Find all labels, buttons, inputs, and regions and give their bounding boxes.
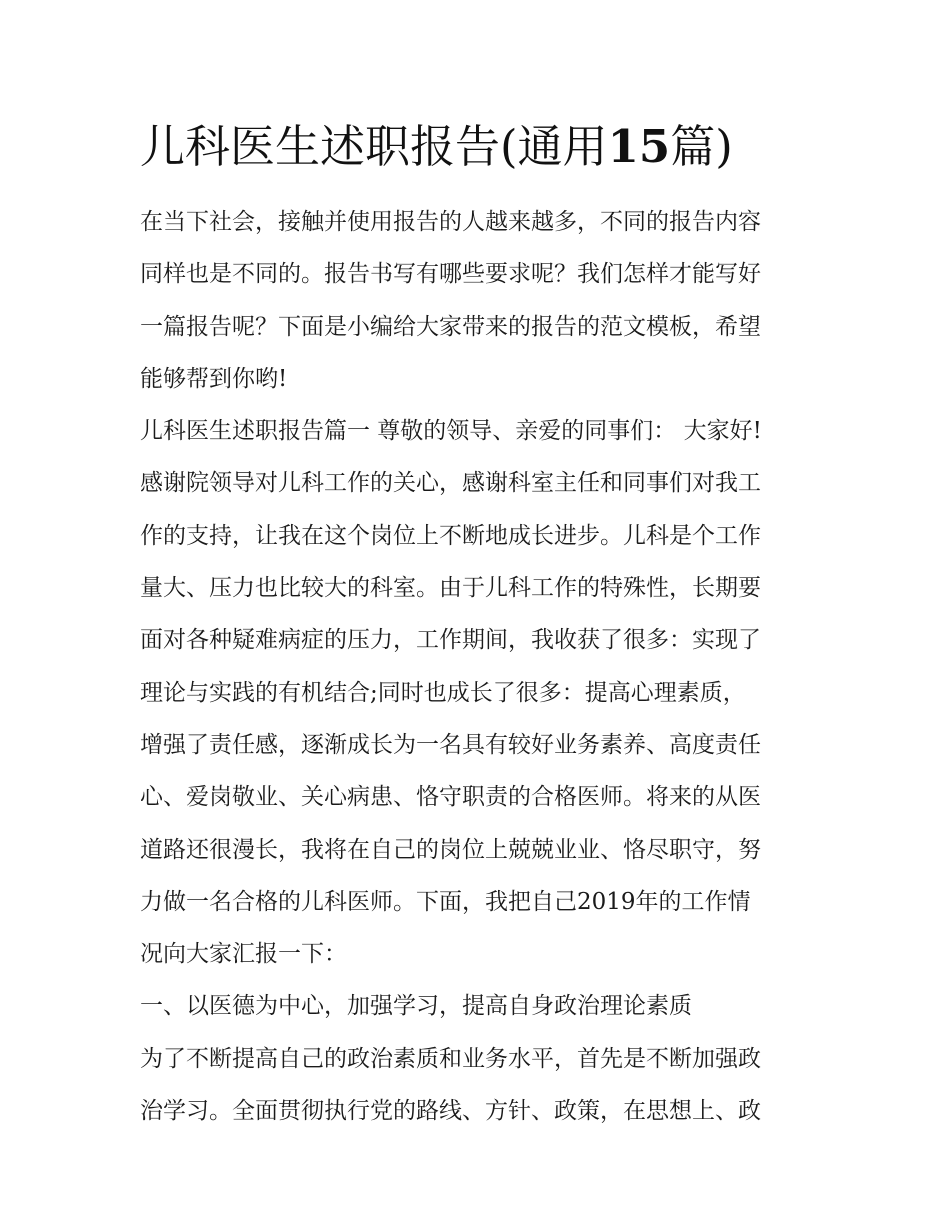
body-line: 感谢院领导对儿科工作的关心，感谢科室主任和同事们对我工 <box>140 470 761 497</box>
body-line: 道路还很漫长，我将在自己的岗位上兢兢业业、恪尽职守，努 <box>140 836 761 863</box>
title-number: 15 <box>607 120 671 173</box>
body-line: 力做一名合格的儿科医师。下面，我把自己2019年的工作情 <box>140 888 751 915</box>
body-line: 作的支持，让我在这个岗位上不断地成长进步。儿科是个工作 <box>140 522 761 549</box>
body-line: 儿科医生述职报告篇一 尊敬的领导、亲爱的同事们： 大家好! <box>140 418 762 445</box>
body-line: 心、爱岗敬业、关心病患、恪守职责的合格医师。将来的从医 <box>140 784 761 811</box>
body-line: 况向大家汇报一下： <box>140 941 347 968</box>
body-line: 在当下社会，接触并使用报告的人越来越多，不同的报告内容 <box>140 209 761 235</box>
document-body <box>140 196 812 1137</box>
title-suffix: 篇) <box>670 120 733 173</box>
body-line: 增强了责任感，逐渐成长为一名具有较好业务素养、高度责任 <box>140 731 761 758</box>
body-line: 一篇报告呢？下面是小编给大家带来的报告的范文模板，希望 <box>140 313 761 340</box>
body-line: 面对各种疑难病症的压力，工作期间，我收获了很多：实现了 <box>140 627 761 654</box>
body-line: 理论与实践的有机结合;同时也成长了很多：提高心理素质， <box>140 679 746 706</box>
body-line: 治学习。全面贯彻执行党的路线、方针、政策，在思想上、政 <box>140 1098 761 1125</box>
body-line: 同样也是不同的。报告书写有哪些要求呢？我们怎样才能写好 <box>140 261 761 288</box>
body-line: 量大、压力也比较大的科室。由于儿科工作的特殊性，长期要 <box>140 575 761 602</box>
body-line: 能够帮到你哟! <box>140 365 288 392</box>
section-heading: 一、以医德为中心，加强学习，提高自身政治理论素质 <box>140 993 692 1020</box>
title-text: 儿科医生述职报告(通用 <box>140 120 608 173</box>
body-line: 为了不断提高自己的政治素质和业务水平，首先是不断加强政 <box>140 1045 761 1072</box>
document-title <box>140 112 840 182</box>
